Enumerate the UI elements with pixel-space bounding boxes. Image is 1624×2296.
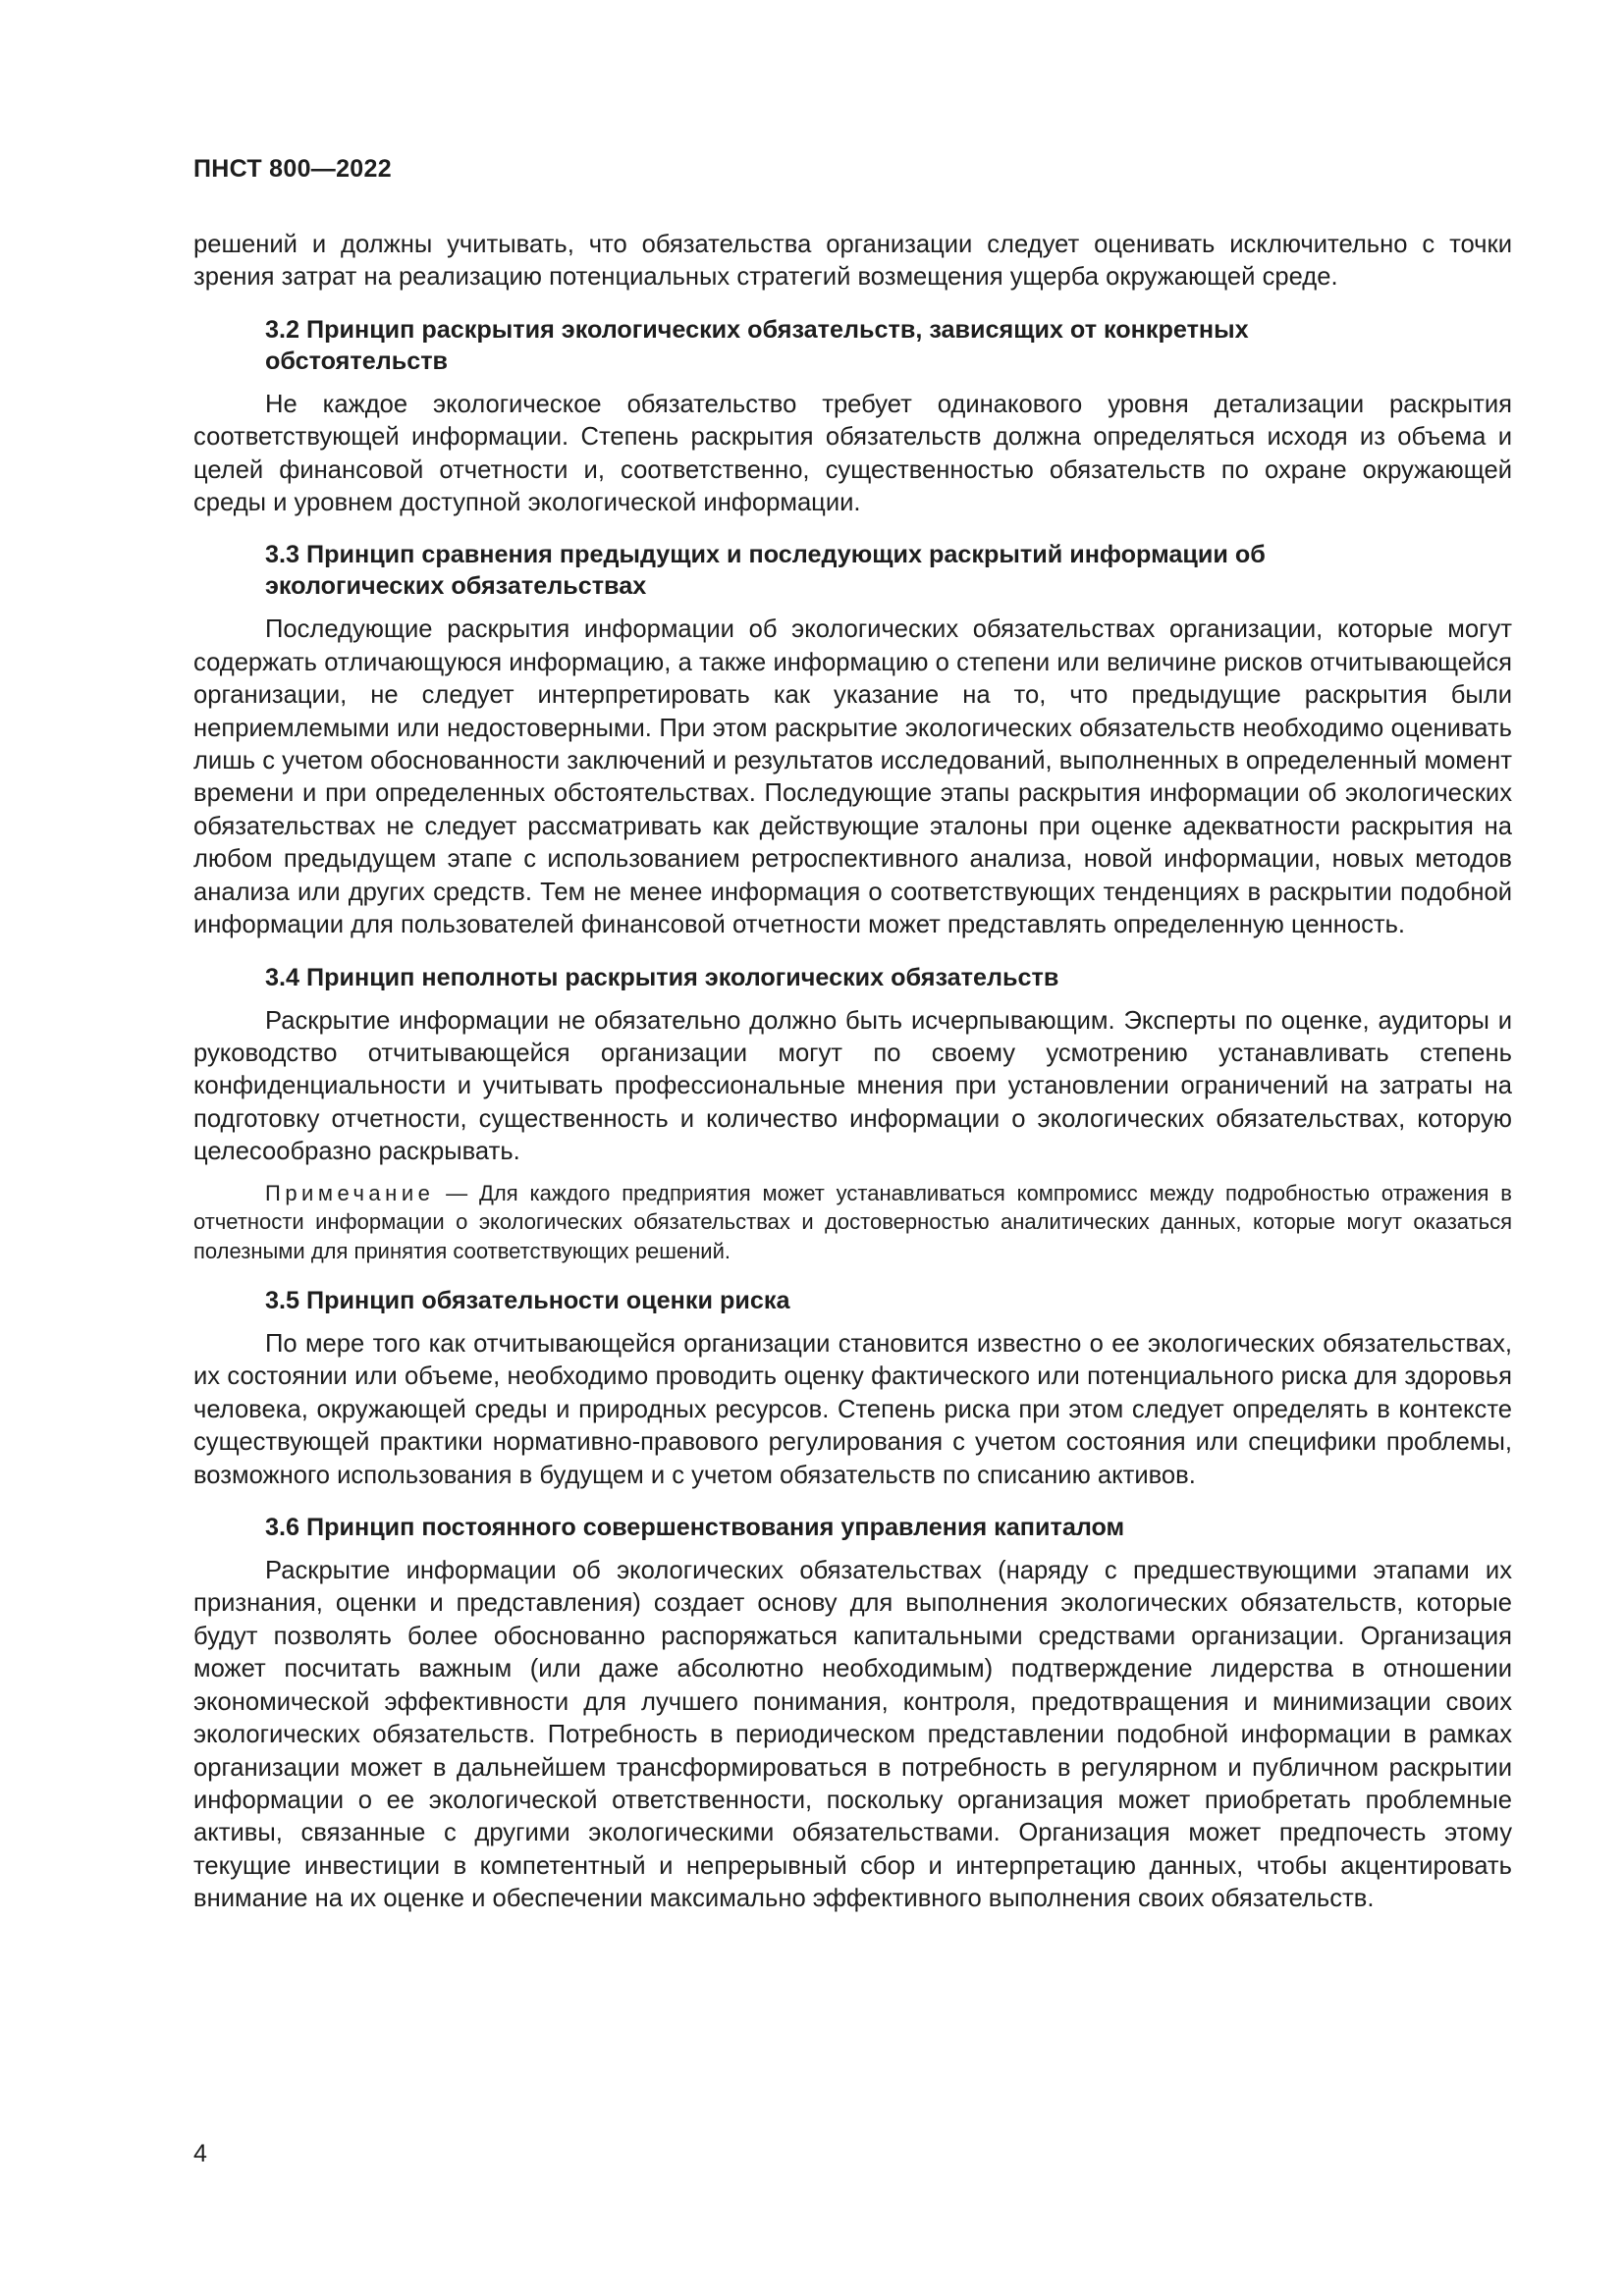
section-heading: 3.5 Принцип обязательности оценки риска — [265, 1287, 790, 1315]
note — [193, 1179, 1512, 1266]
section-heading: 3.3 Принцип сравнения предыдущих и последующих раскрытий информации об экологических обязательствах — [265, 541, 1266, 601]
section-paragraph: Не каждое экологическое обязательство требует одинакового уровня детализации раскрытия соответствующей информации. Степень раскрытия обязательств должна определяться исходя из объема и целей финансовой отчетности и, соответственно, существенностью обязательств по охране окружающей среды и уровнем доступной экологической информации. — [193, 390, 1512, 517]
intro-paragraph: решений и должны учитывать, что обязательства организации следует оценивать исключительно с точки зрения затрат на реализацию потенциальных стратегий возмещения ущерба окружающей среде. — [193, 231, 1512, 292]
page-number: 4 — [193, 2140, 207, 2167]
document-body — [193, 229, 1512, 1916]
section-3-4 — [193, 962, 1512, 1266]
section-paragraph: Раскрытие информации об экологических обязательствах (наряду с предшествующими этапами их признания, оценки и представления) создает основу для выполнения экологических обязательств, которые будут позволять более обоснованно распоряжаться капитальными средствами организации. Организация может посчитать важным (или даже абсолютно необходимым) подтверждение лидерства в отношении экономической эффективности для лучшего понимания, контроля, предотвращения и минимизации своих экологических обязательств. Потребность в периодическом представлении подобной информации в рамках организации может в дальнейшем трансформироваться в потребность в регулярном и публичном раскрытии информации о ее экологической ответственности, поскольку организация может приобретать проблемные активы, связанные с другими экологическими обязательствами. Организация может предпочесть этому текущие инвестиции в компетентный и непрерывный сбор и интерпретацию данных, чтобы акцентировать внимание на их оценке и обеспечении максимально эффективного выполнения своих обязательств. — [193, 1557, 1512, 1913]
section-3-5 — [193, 1285, 1512, 1492]
section-paragraph: Последующие раскрытия информации об экологических обязательствах организации, которые могут содержать отличающуюся информацию, а также информацию о степени или величине рисков отчитывающейся организации, не следует интерпретировать как указание на то, что предыдущие раскрытия были неприемлемыми или недостоверными. При этом раскрытие экологических обязательств необходимо оценивать лишь с учетом обоснованности заключений и результатов исследований, выполненных в определенный момент времени и при определенных обстоятельствах. Последующие этапы раскрытия информации об экологических обязательствах не следует рассматривать как действующие эталоны при оценке адекватности раскрытия на любом предыдущем этапе с использованием ретроспективного анализа, новой информации, новых методов анализа или других средств. Тем не менее информация о соответствующих тенденциях в раскрытии подобной информации для пользователей финансовой отчетности может представлять определенную ценность. — [193, 615, 1512, 939]
section-paragraph: Раскрытие информации не обязательно должно быть исчерпывающим. Эксперты по оценке, аудиторы и руководство отчитывающейся организации могут по своему усмотрению устанавливать степень конфиденциальности и учитывать профессиональные мнения при установлении ограничений на затраты на подготовку отчетности, существенность и количество информации о экологических обязательствах, которую целесообразно раскрывать. — [193, 1006, 1512, 1166]
note-label: Примечание — [265, 1180, 435, 1205]
section-3-6 — [193, 1512, 1512, 1915]
note-text: — Для каждого предприятия может устанавливаться компромисс между подробностью отражения в отчетности информации о экологических обязательствах и достоверностью аналитических данных, которые могут оказаться полезными для принятия соответствующих решений. — [193, 1180, 1512, 1263]
document-code: ПНСТ 800—2022 — [193, 155, 392, 183]
section-3-2 — [193, 314, 1512, 520]
section-heading: 3.6 Принцип постоянного совершенствования управления капиталом — [265, 1514, 1125, 1542]
section-heading: 3.2 Принцип раскрытия экологических обязательств, зависящих от конкретных обстоятельств — [265, 315, 1249, 375]
section-heading: 3.4 Принцип неполноты раскрытия экологических обязательств — [265, 963, 1059, 991]
section-paragraph: По мере того как отчитывающейся организации становится известно о ее экологических обязательствах, их состоянии или объеме, необходимо проводить оценку фактического или потенциального риска для здоровья человека, окружающей среды и природных ресурсов. Степень риска при этом следует определять в контексте существующей практики нормативно-правового регулирования с учетом состояния или специфики проблемы, возможного использования в будущем и с учетом обязательств по списанию активов. — [193, 1330, 1512, 1489]
section-3-3 — [193, 539, 1512, 941]
